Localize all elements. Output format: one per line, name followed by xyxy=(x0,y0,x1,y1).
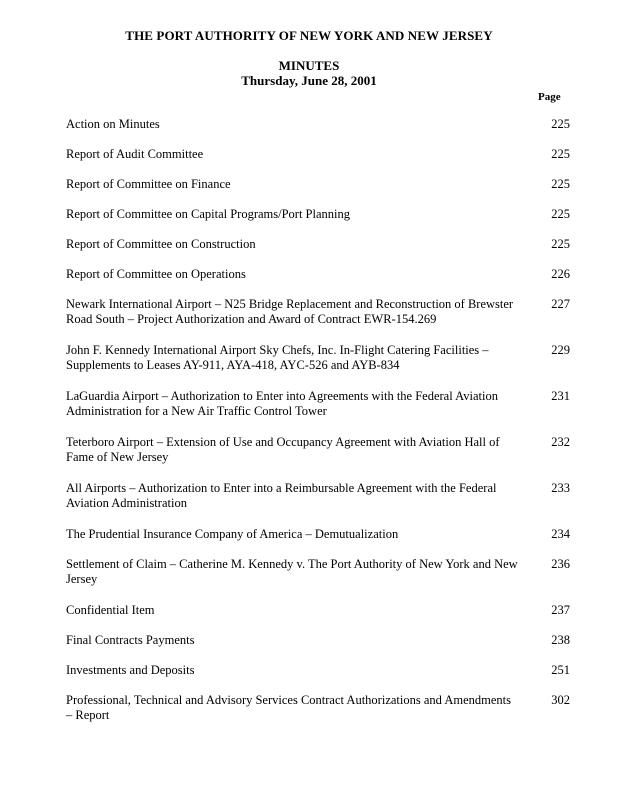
toc-entry xyxy=(66,147,570,162)
toc-entry-page: 233 xyxy=(551,481,570,495)
toc-entry-page: 227 xyxy=(551,297,570,311)
toc-entry xyxy=(66,389,570,419)
toc-entry-title: Report of Committee on Operations xyxy=(66,267,246,281)
toc-entry-title: Settlement of Claim – Catherine M. Kennedy v. The Port Authority of New York and New Jersey xyxy=(66,557,518,586)
toc-entry-title: Report of Committee on Capital Programs/Port Planning xyxy=(66,207,351,221)
toc-entry-title: Teterboro Airport – Extension of Use and Occupancy Agreement with Aviation Hall of Fame of New Jersey xyxy=(66,435,500,464)
table-of-contents xyxy=(66,117,570,739)
toc-entry-page: 225 xyxy=(551,147,570,161)
toc-entry-page: 225 xyxy=(551,237,570,251)
toc-entry xyxy=(66,603,570,618)
toc-entry-title: Confidential Item xyxy=(66,603,155,617)
toc-entry xyxy=(66,663,570,678)
toc-entry xyxy=(66,117,570,132)
toc-entry xyxy=(66,267,570,282)
document-title: THE PORT AUTHORITY OF NEW YORK AND NEW JERSEY xyxy=(125,28,493,43)
toc-entry-page: 236 xyxy=(551,557,570,571)
toc-entry xyxy=(66,693,570,723)
toc-entry-title: LaGuardia Airport – Authorization to Enter into Agreements with the Federal Aviation Administration for a New Air Traffic Control Tower xyxy=(66,389,498,418)
toc-entry-page: 225 xyxy=(551,117,570,131)
toc-entry-title: Report of Committee on Finance xyxy=(66,177,231,191)
toc-entry xyxy=(66,481,570,511)
toc-entry-page: 231 xyxy=(551,389,570,403)
page-column-header: Page xyxy=(538,91,561,103)
toc-entry-page: 234 xyxy=(551,527,570,541)
toc-entry-page: 237 xyxy=(551,603,570,617)
toc-entry-title: Action on Minutes xyxy=(66,117,160,131)
toc-entry-page: 226 xyxy=(551,267,570,281)
toc-entry-page: 229 xyxy=(551,343,570,357)
meeting-date: Thursday, June 28, 2001 xyxy=(241,73,377,88)
toc-entry xyxy=(66,343,570,373)
toc-entry xyxy=(66,297,570,327)
toc-entry-page: 238 xyxy=(551,633,570,647)
toc-entry-page: 225 xyxy=(551,177,570,191)
toc-entry-title: Newark International Airport – N25 Bridge Replacement and Reconstruction of Brewster Road South – Project Authorization and Award of Contract EWR-154.269 xyxy=(66,297,514,326)
toc-entry xyxy=(66,633,570,648)
toc-entry-title: Final Contracts Payments xyxy=(66,633,195,647)
toc-entry-title: Professional, Technical and Advisory Services Contract Authorizations and Amendments – Report xyxy=(66,693,511,722)
toc-entry xyxy=(66,435,570,465)
toc-entry-title: All Airports – Authorization to Enter into a Reimbursable Agreement with the Federal Aviation Administration xyxy=(66,481,497,510)
toc-entry xyxy=(66,177,570,192)
toc-entry xyxy=(66,527,570,542)
toc-entry-title: John F. Kennedy International Airport Sky Chefs, Inc. In-Flight Catering Facilities – Supplements to Leases AY-911, AYA-418, AYC-526 and AYB-834 xyxy=(66,343,489,372)
toc-entry-page: 302 xyxy=(551,693,570,707)
toc-entry-title: Report of Committee on Construction xyxy=(66,237,256,251)
document-type: MINUTES xyxy=(278,58,340,73)
toc-entry-title: Report of Audit Committee xyxy=(66,147,204,161)
toc-entry-page: 225 xyxy=(551,207,570,221)
toc-entry-page: 232 xyxy=(551,435,570,449)
toc-entry xyxy=(66,207,570,222)
toc-entry-title: Investments and Deposits xyxy=(66,663,195,677)
toc-entry-title: The Prudential Insurance Company of America – Demutualization xyxy=(66,527,399,541)
toc-entry-page: 251 xyxy=(551,663,570,677)
toc-entry xyxy=(66,557,570,587)
toc-entry xyxy=(66,237,570,252)
